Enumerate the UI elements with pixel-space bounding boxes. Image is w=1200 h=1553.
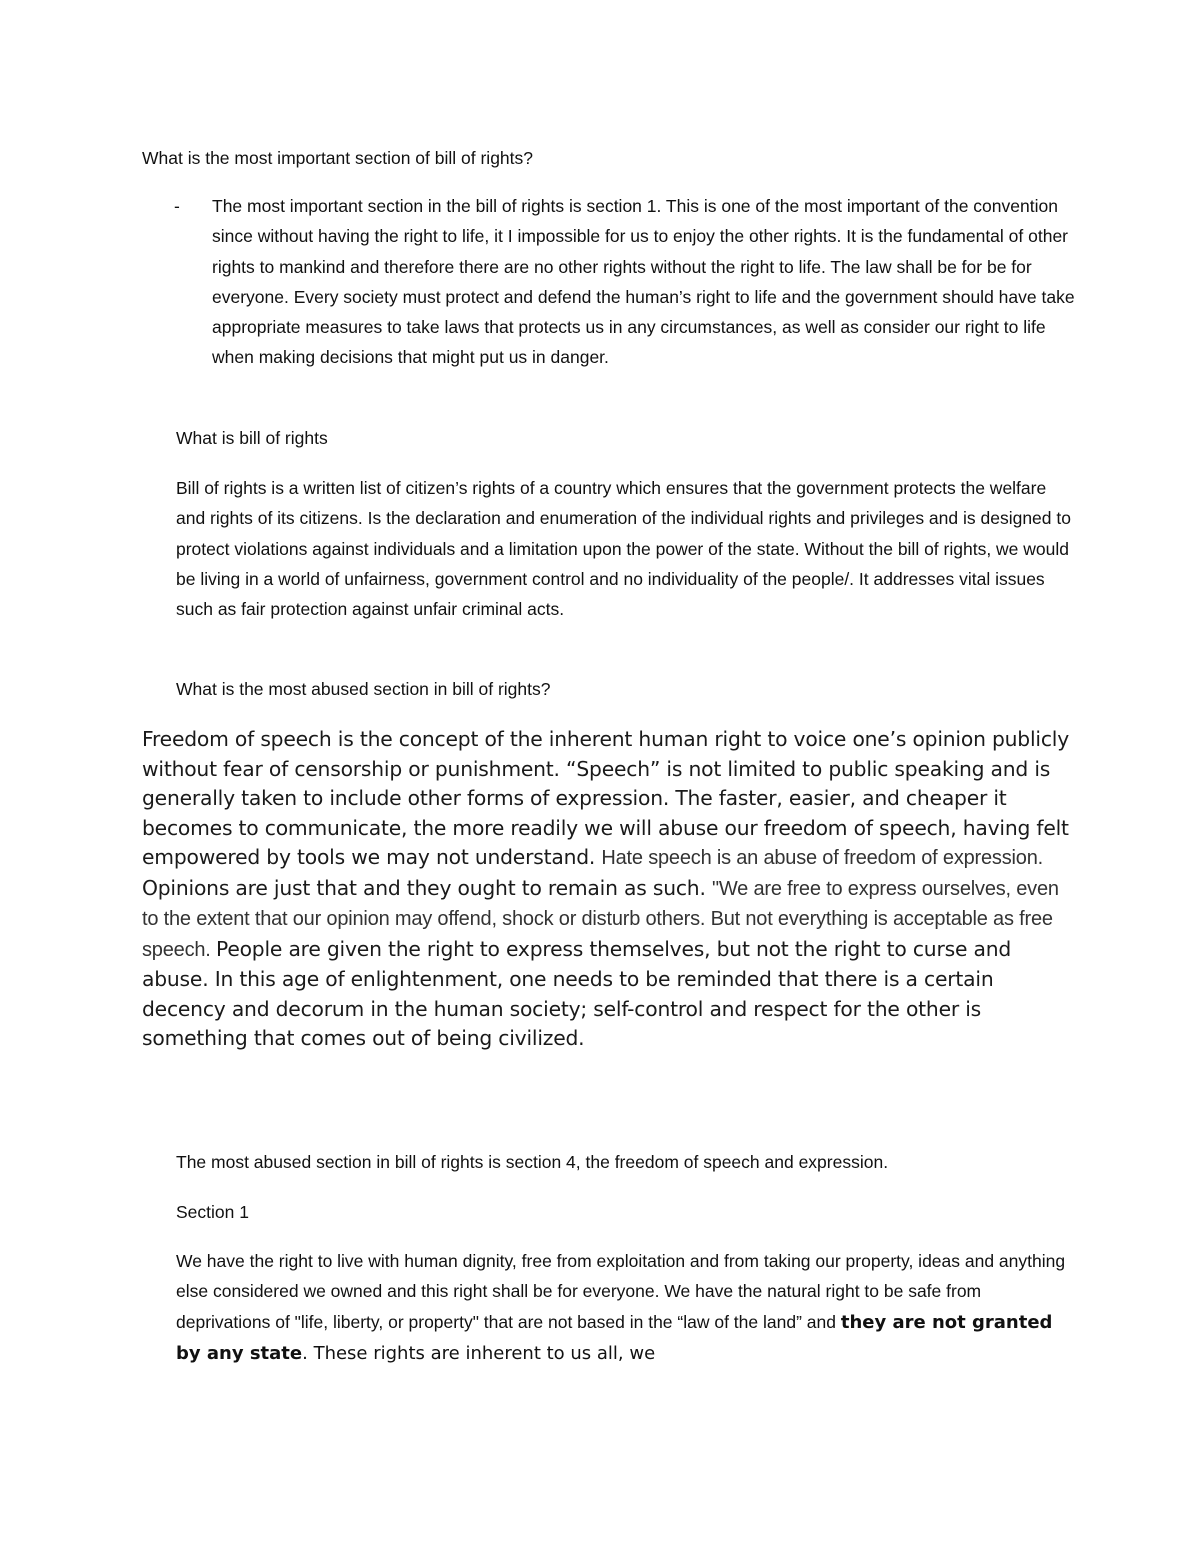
section-1-text-1: We have the right to live with human dignity, free from exploitation and from taking our property, ideas and anything else considered we owned and this right shall be for everyone. We have the natural right to be safe from deprivations of "life, liberty, or property" that are not based in the “law of the land” and	[176, 1251, 1066, 1332]
speech-text-5: People are given the right to express themselves, but not the right to curse and abuse. In this age of enlightenment, one needs to be reminded that there is a certain decency and decorum in the human society; self-control and respect for the other is something that comes out of being civilized.	[142, 936, 1012, 1050]
speech-text-4: "We are free to express ourselves, even to the extent that our opinion may offend, shock or disturb others. But not everything is acceptable as free speech.	[142, 877, 1059, 961]
speech-text-2: Hate speech is an abuse of freedom of expression.	[601, 847, 1043, 869]
speech-text-1: Freedom of speech is the concept of the inherent human right to voice one’s opinion publicly without fear of censorship or punishment. “Speech” is not limited to public speaking and is generally taken to include other forms of expression. The faster, easier, and cheaper it becomes to communicate, the more readily we will abuse our freedom of speech, having felt empowered by tools we may not understand.	[142, 727, 1070, 869]
most-abused-answer: The most abused section in bill of rights is section 4, the freedom of speech and expression.	[176, 1152, 889, 1172]
question-what-is-bill-of-rights: What is bill of rights	[176, 428, 328, 448]
freedom-of-speech-paragraph	[142, 725, 1072, 1054]
section-1-bold-text: they are not granted by any state	[176, 1311, 1053, 1364]
section-1-paragraph	[176, 1246, 1076, 1369]
speech-text-3: Opinions are just that and they ought to remain as such.	[142, 875, 712, 900]
section-1-text-2: . These rights are inherent to us all, we	[302, 1342, 656, 1364]
question-most-important: What is the most important section of bill of rights?	[142, 148, 533, 168]
bullet-dash: -	[174, 196, 180, 216]
answer-most-important: The most important section in the bill of rights is section 1. This is one of the most important of the convention since without having the right to life, it I impossible for us to enjoy the other rights. It is the fundamental of other rights to mankind and therefore there are no other rights without the right to life. The law shall be for be for everyone. Every society must protect and defend the human’s right to life and the government should have take appropriate measures to take laws that protects us in any circumstances, as well as consider our right to life when making decisions that might put us in danger.	[212, 196, 1075, 368]
question-most-abused: What is the most abused section in bill of rights?	[176, 679, 551, 699]
section-1-heading: Section 1	[176, 1202, 249, 1222]
definition-paragraph: Bill of rights is a written list of citizen’s rights of a country which ensures that the government protects the welfare and rights of its citizens. Is the declaration and enumeration of the individual rights and privileges and is designed to protect violations against individuals and a limitation upon the power of the state. Without the bill of rights, we would be living in a world of unfairness, government control and no individuality of the people/. It addresses vital issues such as fair protection against unfair criminal acts.	[176, 478, 1071, 620]
